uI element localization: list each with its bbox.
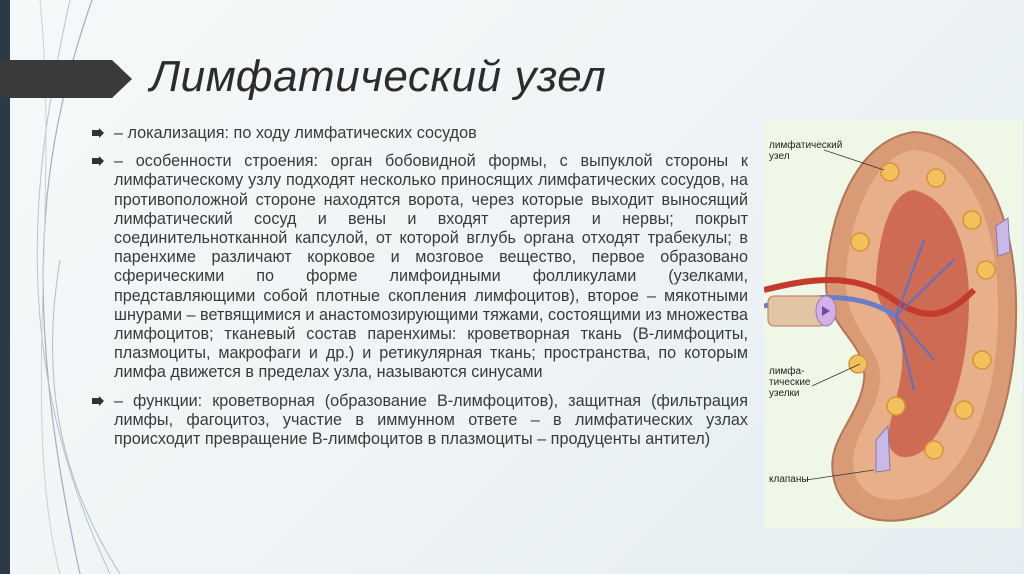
page-title: Лимфатический узел [150,52,607,101]
bullet-functions [92,392,748,450]
label-follicles: лимфа- тические узелки [769,366,811,399]
bullet-structure [92,152,748,382]
lymph-node-drawing [764,120,1022,528]
arrow-bullet-icon [92,156,104,166]
label-valves: клапаны [769,474,809,485]
lymph-node-illustration [764,120,1022,528]
bullet-text: – функции: кроветворная (образование В-лимфоцитов), защитная (фильтрация лимфы, фагоцитоз, участие в иммунном ответе – в лимфатических узлах происходит превращение В-лимфоцитов в плазмоциты – продуценты антител) [114,391,748,449]
title-marker-arrow [0,60,132,98]
bullet-localization [92,124,748,143]
arrow-bullet-icon [92,396,104,406]
bullet-text: – локализация: по ходу лимфатических сосудов [114,124,477,142]
bullet-text: – особенности строения: орган бобовидной формы, с выпуклой стороны к лимфатическому узлу подходят несколько приносящих лимфатических сосудов, на противоположной стороне находятся ворота, через которые выходит выносящий лимфатический сосуд и вены и входят артерия и нервы; покрыт соединительнотканной капсулой, от которой вглубь органа отходят трабекулы; в паренхиме различают корковое и мозговое вещество, первое образовано сферическими по форме лимфоидными фолликулами (узелками, представляющими собой плотные скопления лимфоцитов), второе – мякотными шнурами – ветвящимися и анастомозирующими тяжами, состоящими из множества лимфоцитов; тканевый состав паренхимы: кроветворная ткань (В-лимфоциты, плазмоциты, макрофаги и др.) и ретикулярная ткань; пространства, по которым лимфа движется в пределах узла, называются синусами [114,152,748,382]
label-lymph-node: лимфатический узел [769,140,843,162]
arrow-bullet-icon [92,128,104,138]
content-list [92,124,748,458]
